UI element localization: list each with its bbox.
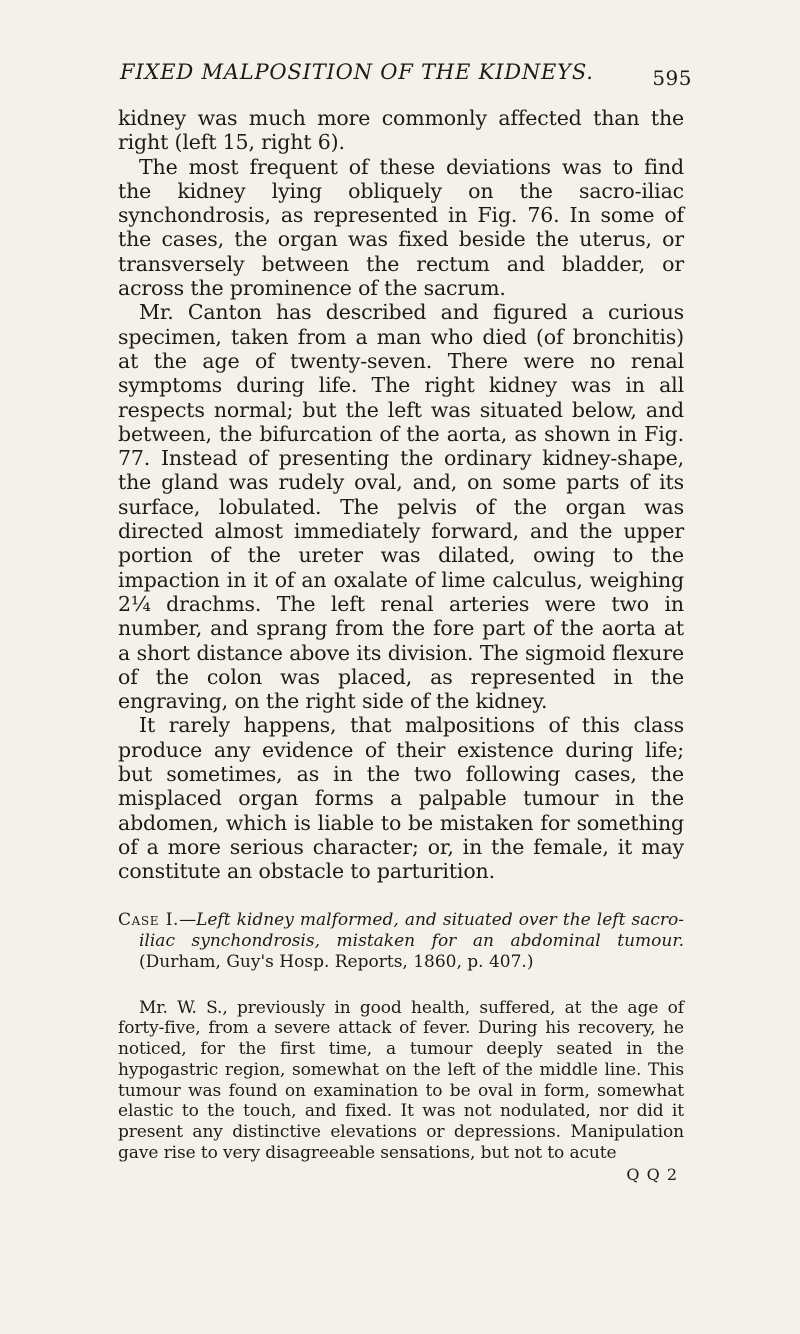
paragraph-malpositions: It rarely happens, that malpositions of this class produce any evidence of their existence during life; but sometimes, as in the two following cases, the misplaced organ forms a palpable tumour in the abdomen, which is liable to be mistaken for something of a more serious character; or, in the female, it may constitute an obstacle to parturition. <box>118 713 684 884</box>
signature-mark: Q Q 2 <box>626 1164 678 1184</box>
case-source: (Durham, Guy's Hosp. Reports, 1860, p. 407.) <box>139 951 534 972</box>
page-header <box>118 60 692 100</box>
case-body <box>118 998 684 1164</box>
paragraph-deviations: The most frequent of these deviations was to find the kidney lying obliquely on the sacro-iliac synchondrosis, as represented in Fig. 76. In some of the cases, the organ was fixed beside the uterus, or transversely between the rectum and bladder, or across the prominence of the sacrum. <box>118 154 684 301</box>
paragraph-continued: kidney was much more commonly affected than the right (left 15, right 6). <box>118 106 684 155</box>
case-paragraph: Mr. W. S., previously in good health, suffered, at the age of forty-five, from a severe attack of fever. During his recovery, he noticed, for the first time, a tumour deeply seated in the hypogastric region, somewhat on the left of the middle line. This tumour was found on examination to be oval in form, somewhat elastic to the touch, and fixed. It was not nodulated, nor did it present any distinctive elevations or depressions. Manipulation gave rise to very disagreeable sensations, but not to acute <box>118 997 684 1164</box>
case-label: Case I. <box>118 909 180 930</box>
running-title: FIXED MALPOSITION OF THE KIDNEYS. <box>120 60 594 84</box>
paragraph-canton-specimen: Mr. Canton has described and figured a curious specimen, taken from a man who died (of bronchitis) at the age of twenty-seven. There were no renal symptoms during life. The right kidney was in all respects normal; but the left was situated below, and between, the bifurcation of the aorta, as shown in Fig. 77. Instead of presenting the ordinary kidney-shape, the gland was rudely oval, and, on some parts of its surface, lobulated. The pelvis of the organ was directed almost immediately forward, and the upper portion of the ureter was dilated, owing to the impaction in it of an oxalate of lime calculus, weighing 2¼ drachms. The left renal arteries were two in number, and sprang from the fore part of the aorta at a short distance above its division. The sigmoid flexure of the colon was placed, as represented in the engraving, on the right side of the kidney. <box>118 300 684 714</box>
case-title: —Left kidney malformed, and situated over the left sacro-iliac synchondrosis, mistaken for an abdominal tumour. <box>139 909 684 951</box>
main-text <box>118 106 684 884</box>
page-number: 595 <box>652 66 692 90</box>
case-heading <box>118 910 684 973</box>
